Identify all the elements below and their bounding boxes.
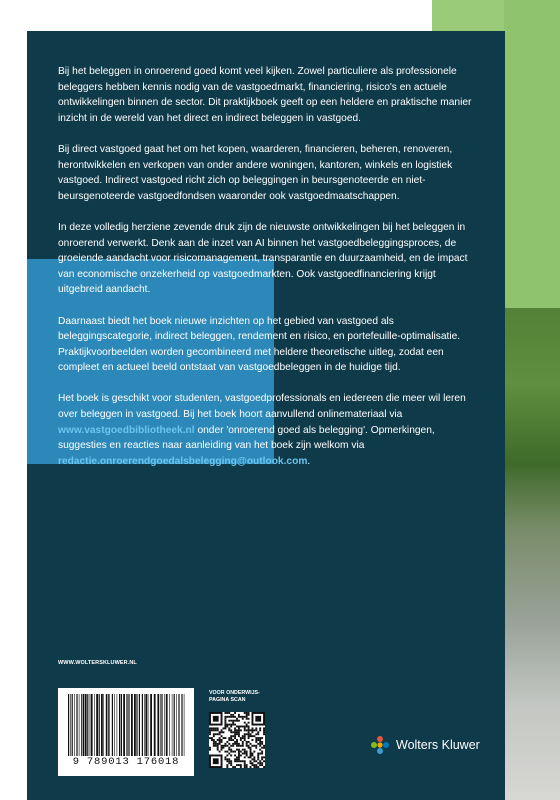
paragraph-5 [58,391,478,469]
paragraph-5-part-1: Het boek is geschikt voor studenten, vastgoedprofessionals en iedereen die meer wil leren over beleggen in vastgoed. Bij het boek hoort aanvullend onlinemateriaal via [58,393,466,421]
paragraph-1: Bij het beleggen in onroerend goed komt veel kijken. Zowel particuliere als professionele beleggers hebben kennis nodig van de vastgoedmarkt, financiering, risico's en actuele ontwikkelingen binnen de sector. Dit praktijkboek geeft op een heldere en praktische manier inzicht in de wereld van het direct en indirect beleggen in vastgoed. [58,66,472,124]
publisher-logo [370,735,480,755]
wolters-kluwer-logo-icon [370,735,390,755]
email-link[interactable]: redactie.onroerendgoedalsbelegging@outlook.com [58,455,308,467]
qr-code[interactable] [209,712,265,768]
barcode-bars [66,694,186,756]
paragraph-2: Bij direct vastgoed gaat het om het kopen, waarderen, financieren, beheren, renoveren, herontwikkelen en verkopen van onder andere woningen, kantoren, winkels en logistiek vastgoed. Indirect vastgoed richt zich op beleggingen in beursgenoteerde en niet-beursgenoteerde vastgoedfondsen waaronder ook vastgoedmaatschappen. [58,143,453,202]
paragraph-4: Daarnaast biedt het boek nieuwe inzichten op het gebied van vastgoed als beleggingscategorie, indirect beleggen, rendement en risico, en portefeuille-optimalisatie. Praktijkvoorbeelden worden gecombineerd met heldere theoretische uitleg, zodat een compleet en actueel beeld ontstaat van vastgoedbeleggen in de huidige tijd. [58,315,461,374]
qr-label: VOOR ONDERWIJS-PAGINA SCAN [209,690,260,703]
isbn-number: 9 789013 176018 [72,756,180,768]
paragraph-5-part-3: . [307,455,311,467]
back-cover-text [58,64,478,485]
paragraph-3: In deze volledig herziene zevende druk zijn de nieuwste ontwikkelingen bij het beleggen in onroerend verwerkt. Denk aan de inzet van AI binnen het vastgoedbeleggingsproces, de groeiende aandacht voor risicomanagement, transparantie en duurzaamheid, en de impact van economische onzekerheid op vastgoedmarkten. Ook vastgoedfinanciering krijgt uitgebreid aandacht. [58,221,468,296]
website-link[interactable]: www.vastgoedbibliotheek.nl [58,424,195,436]
paragraph-5-part-2: onder 'onroerend goed als belegging'. Opmerkingen, suggesties en reacties naar aanleiding van het boek zijn welkom via [58,424,435,452]
publisher-website[interactable]: WWW.WOLTERSKLUWER.NL [58,660,137,666]
publisher-name: Wolters Kluwer [396,738,480,752]
isbn-barcode [58,688,194,776]
